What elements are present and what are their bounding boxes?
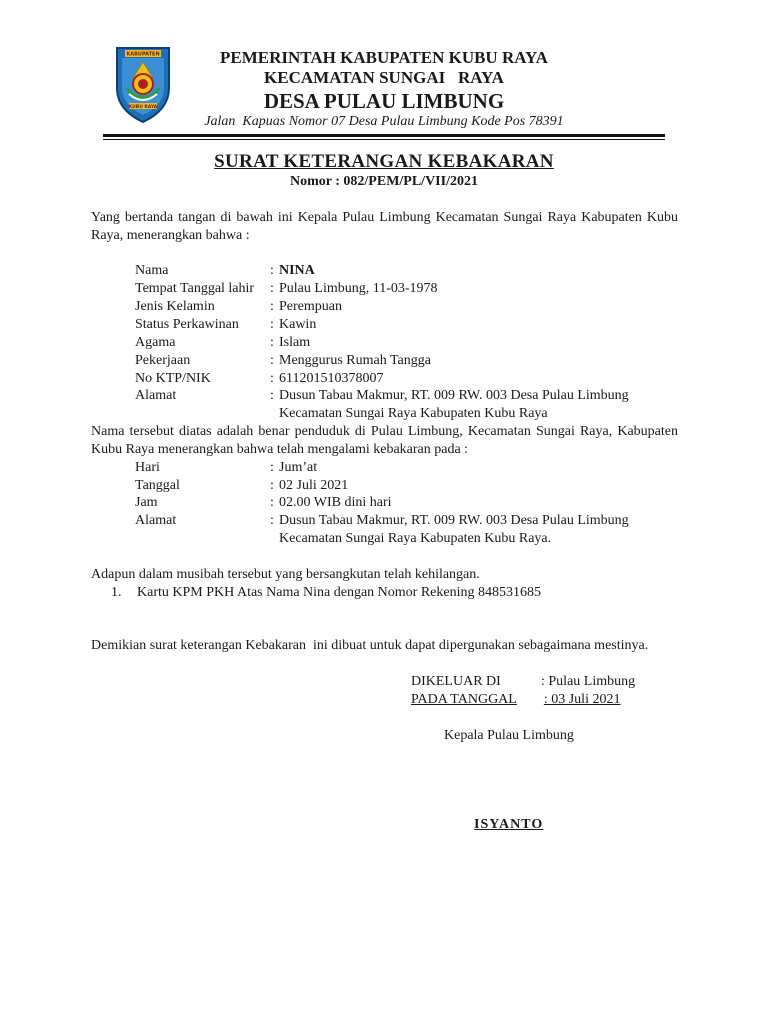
- letterhead-rule-thick: [103, 134, 665, 137]
- issued-date-value: : 03 Juli 2021: [543, 692, 621, 707]
- colon: :: [270, 371, 274, 386]
- event-value-day: Jum’at: [279, 460, 318, 475]
- loss-item-number: 1.: [111, 585, 122, 600]
- issued-date-row: [411, 691, 624, 709]
- person-value-address: Dusun Tabau Makmur, RT. 009 RW. 003 Desa Pulau Limbung: [279, 388, 629, 403]
- person-value-occupation: Menggurus Rumah Tangga: [279, 353, 431, 368]
- person-label-religion: Agama: [135, 335, 176, 350]
- event-value-address-line2: Kecamatan Sungai Raya Kabupaten Kubu Raya.: [279, 531, 552, 546]
- letterhead-district: KECAMATAN SUNGAI RAYA: [264, 68, 504, 87]
- signatory-title: Kepala Pulau Limbung: [444, 728, 574, 743]
- person-label-nik: No KTP/NIK: [135, 371, 211, 386]
- person-label-marital: Status Perkawinan: [135, 317, 239, 332]
- colon: :: [270, 317, 274, 332]
- colon: :: [270, 388, 274, 403]
- colon: :: [270, 478, 274, 493]
- person-value-nik: 611201510378007: [279, 371, 384, 386]
- letterhead-village: DESA PULAU LIMBUNG: [263, 89, 505, 113]
- colon: :: [270, 353, 274, 368]
- colon: :: [270, 299, 274, 314]
- issued-place-value: : Pulau Limbung: [541, 674, 636, 689]
- logo-bottom-text: KUBU RAYA: [128, 104, 158, 110]
- colon: :: [270, 263, 274, 278]
- closing-paragraph: Demikian surat keterangan Kebakaran ini dibuat untuk dapat dipergunakan sebagaimana mestinya.: [91, 638, 649, 653]
- person-label-occupation: Pekerjaan: [135, 353, 191, 368]
- letterhead-address: Jalan Kapuas Nomor 07 Desa Pulau Limbung Kode Pos 78391: [204, 114, 564, 129]
- signatory-name: ISYANTO: [474, 817, 544, 832]
- letter-number: Nomor : 082/PEM/PL/VII/2021: [290, 174, 478, 189]
- issued-date-label: PADA TANGGAL: [411, 692, 517, 707]
- letterhead-rule-thin: [103, 139, 665, 140]
- event-value-address: Dusun Tabau Makmur, RT. 009 RW. 003 Desa Pulau Limbung: [279, 513, 629, 528]
- colon: :: [270, 513, 274, 528]
- loss-item-text: Kartu KPM PKH Atas Nama Nina dengan Nomor Rekening 848531685: [137, 585, 542, 600]
- person-label-address: Alamat: [135, 388, 177, 403]
- event-value-date: 02 Juli 2021: [279, 478, 349, 493]
- person-value-gender: Perempuan: [279, 299, 342, 314]
- person-value-address-line2: Kecamatan Sungai Raya Kabupaten Kubu Raya: [279, 406, 548, 421]
- loss-intro: Adapun dalam musibah tersebut yang bersangkutan telah kehilangan.: [91, 567, 480, 582]
- person-value-marital: Kawin: [279, 317, 317, 332]
- colon: :: [270, 460, 274, 475]
- colon: :: [270, 281, 274, 296]
- letterhead-government: PEMERINTAH KABUPATEN KUBU RAYA: [220, 48, 548, 67]
- person-label-birth: Tempat Tanggal lahir: [135, 281, 255, 296]
- colon: :: [270, 495, 274, 510]
- event-value-time: 02.00 WIB dini hari: [279, 495, 392, 510]
- event-label-address: Alamat: [135, 513, 177, 528]
- event-label-date: Tanggal: [135, 478, 180, 493]
- event-label-time: Jam: [135, 495, 158, 510]
- statement-paragraph: Nama tersebut diatas adalah benar penduduk di Pulau Limbung, Kecamatan Sungai Raya, Kabupaten Kubu Raya menerangkan bahwa telah mengalami kebakaran pada :: [91, 424, 678, 457]
- intro-paragraph: Yang bertanda tangan di bawah ini Kepala Pulau Limbung Kecamatan Sungai Raya Kabupaten Kubu Raya, menerangkan bahwa :: [91, 210, 678, 243]
- issued-place-label: DIKELUAR DI: [411, 674, 501, 689]
- letter-title: SURAT KETERANGAN KEBAKARAN: [214, 151, 554, 172]
- person-label-name: Nama: [135, 263, 169, 278]
- logo-top-text: KABUPATEN: [126, 51, 160, 58]
- person-value-name: NINA: [279, 263, 315, 278]
- event-label-day: Hari: [135, 460, 160, 475]
- person-value-birth: Pulau Limbung, 11-03-1978: [279, 281, 438, 296]
- colon: :: [270, 335, 274, 350]
- person-value-religion: Islam: [279, 335, 311, 350]
- person-label-gender: Jenis Kelamin: [135, 299, 215, 314]
